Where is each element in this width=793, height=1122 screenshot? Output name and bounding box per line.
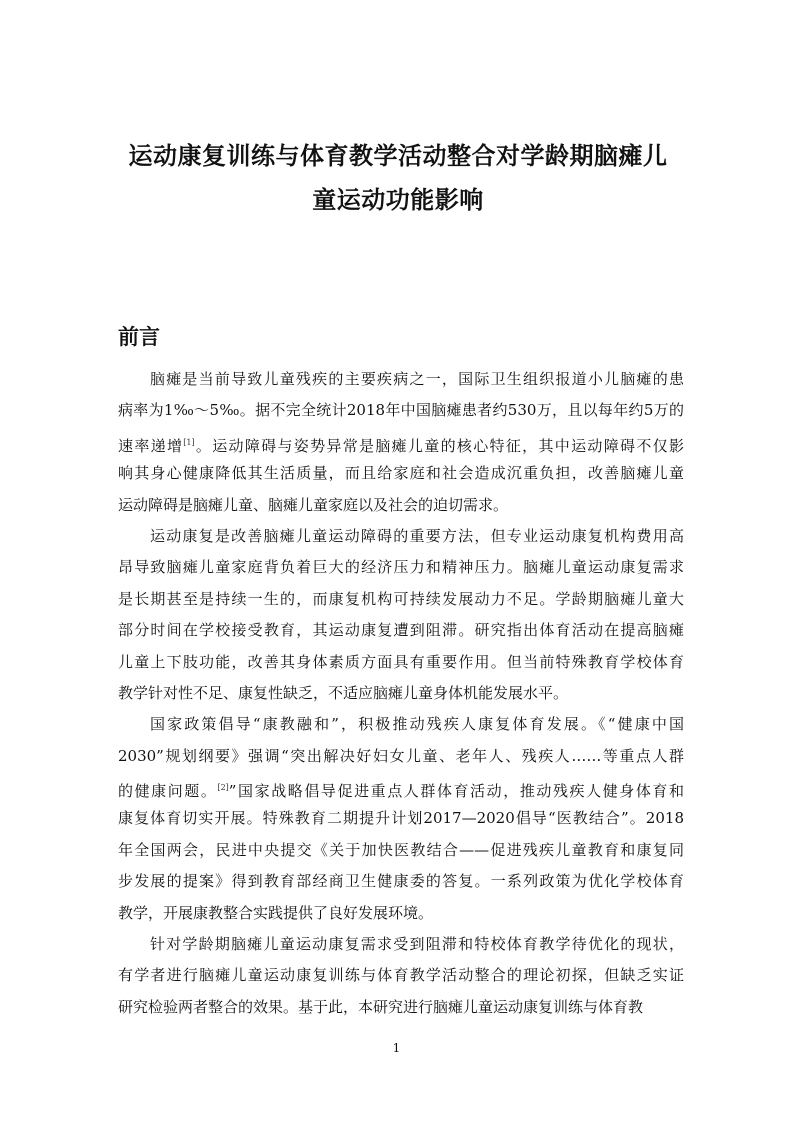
text-segment: 的健康问题。 [118,782,218,801]
text-line: 年全国两会，民进中央提交《关于加快医教结合——促进残疾儿童教育和康复同 [118,840,684,859]
title-line: 运动康复训练与体育教学活动整合对学龄期脑瘫儿 [128,142,668,170]
page-number: 1 [392,1041,401,1055]
text-line [118,427,684,458]
text-line: 针对学龄期脑瘫儿童运动康复需求受到阻滞和特校体育教学待优化的现状， [150,935,684,954]
section-heading: 前言 [118,325,160,349]
text-segment: 。运动障碍与姿势异常是脑瘫儿童的核心特征，其中运动障碍不仅影 [194,436,684,455]
section-body [118,364,684,1023]
text-line: 脑瘫是当前导致儿童残疾的主要疾病之一，国际卫生组织报道小儿脑瘫的患 [150,370,684,388]
title-line: 童运动功能影响 [312,186,484,214]
text-line: 国家政策倡导“康教融和”，积极推动残疾人康复体育发展。《“健康中国 [150,715,684,734]
paragraph [118,709,684,929]
text-line: 是长期甚至是持续一生的，而康复机构可持续发展动力不足。学龄期脑瘫儿童大 [118,589,684,608]
text-line: 儿童上下肢功能，改善其身体素质方面具有重要作用。但当前特殊教育学校体育 [118,652,684,671]
text-line: 教学针对性不足、康复性缺乏，不适应脑瘫儿童身体机能发展水平。 [118,683,569,702]
paragraph [118,929,684,1023]
text-line: 病率为1‰～5‰。据不完全统计2018年中国脑瘫患者约530万，且以每年约5万的 [118,401,684,420]
text-line: 2030”规划纲要》强调“突出解决好妇女儿童、老年人、残疾人……等重点人群 [118,746,684,765]
text-line: 部分时间在学校接受教育，其运动康复遭到阻滞。研究指出体育活动在提高脑瘫 [118,621,684,640]
text-segment: 速率递增 [118,436,184,455]
text-line: 研究检验两者整合的效果。基于此，本研究进行脑瘫儿童运动康复训练与体育教 [118,997,644,1016]
text-line: 教学，开展康教整合实践提供了良好发展环境。 [118,903,434,922]
text-line [118,772,684,803]
text-line: 步发展的提案》得到教育部经商卫生健康委的答复。一系列政策为优化学校体育 [118,872,684,891]
text-segment: ”国家战略倡导促进重点人群体育活动，推动残疾人健身体育和 [228,782,684,801]
text-line: 昂导致脑瘫儿童家庭背负着巨大的经济压力和精神压力。脑瘫儿童运动康复需求 [118,558,684,577]
text-line: 响其身心健康降低其生活质量，而且给家庭和社会造成沉重负担，改善脑瘫儿童 [118,464,684,483]
paragraph [118,521,684,709]
paragraph [118,364,684,521]
paper-title [118,134,678,222]
text-line: 运动障碍是脑瘫儿童、脑瘫儿童家庭以及社会的迫切需求。 [118,495,509,514]
text-line: 康复体育切实开展。特殊教育二期提升计划2017—2020倡导“医教结合”。2018 [118,809,684,828]
text-line: 有学者进行脑瘫儿童运动康复训练与体育教学活动整合的理论初探，但缺乏实证 [118,966,684,985]
citation-marker[interactable]: [2] [217,783,229,793]
text-line: 运动康复是改善脑瘫儿童运动障碍的重要方法，但专业运动康复机构费用高 [150,526,684,545]
citation-marker[interactable]: [1] [183,437,195,447]
